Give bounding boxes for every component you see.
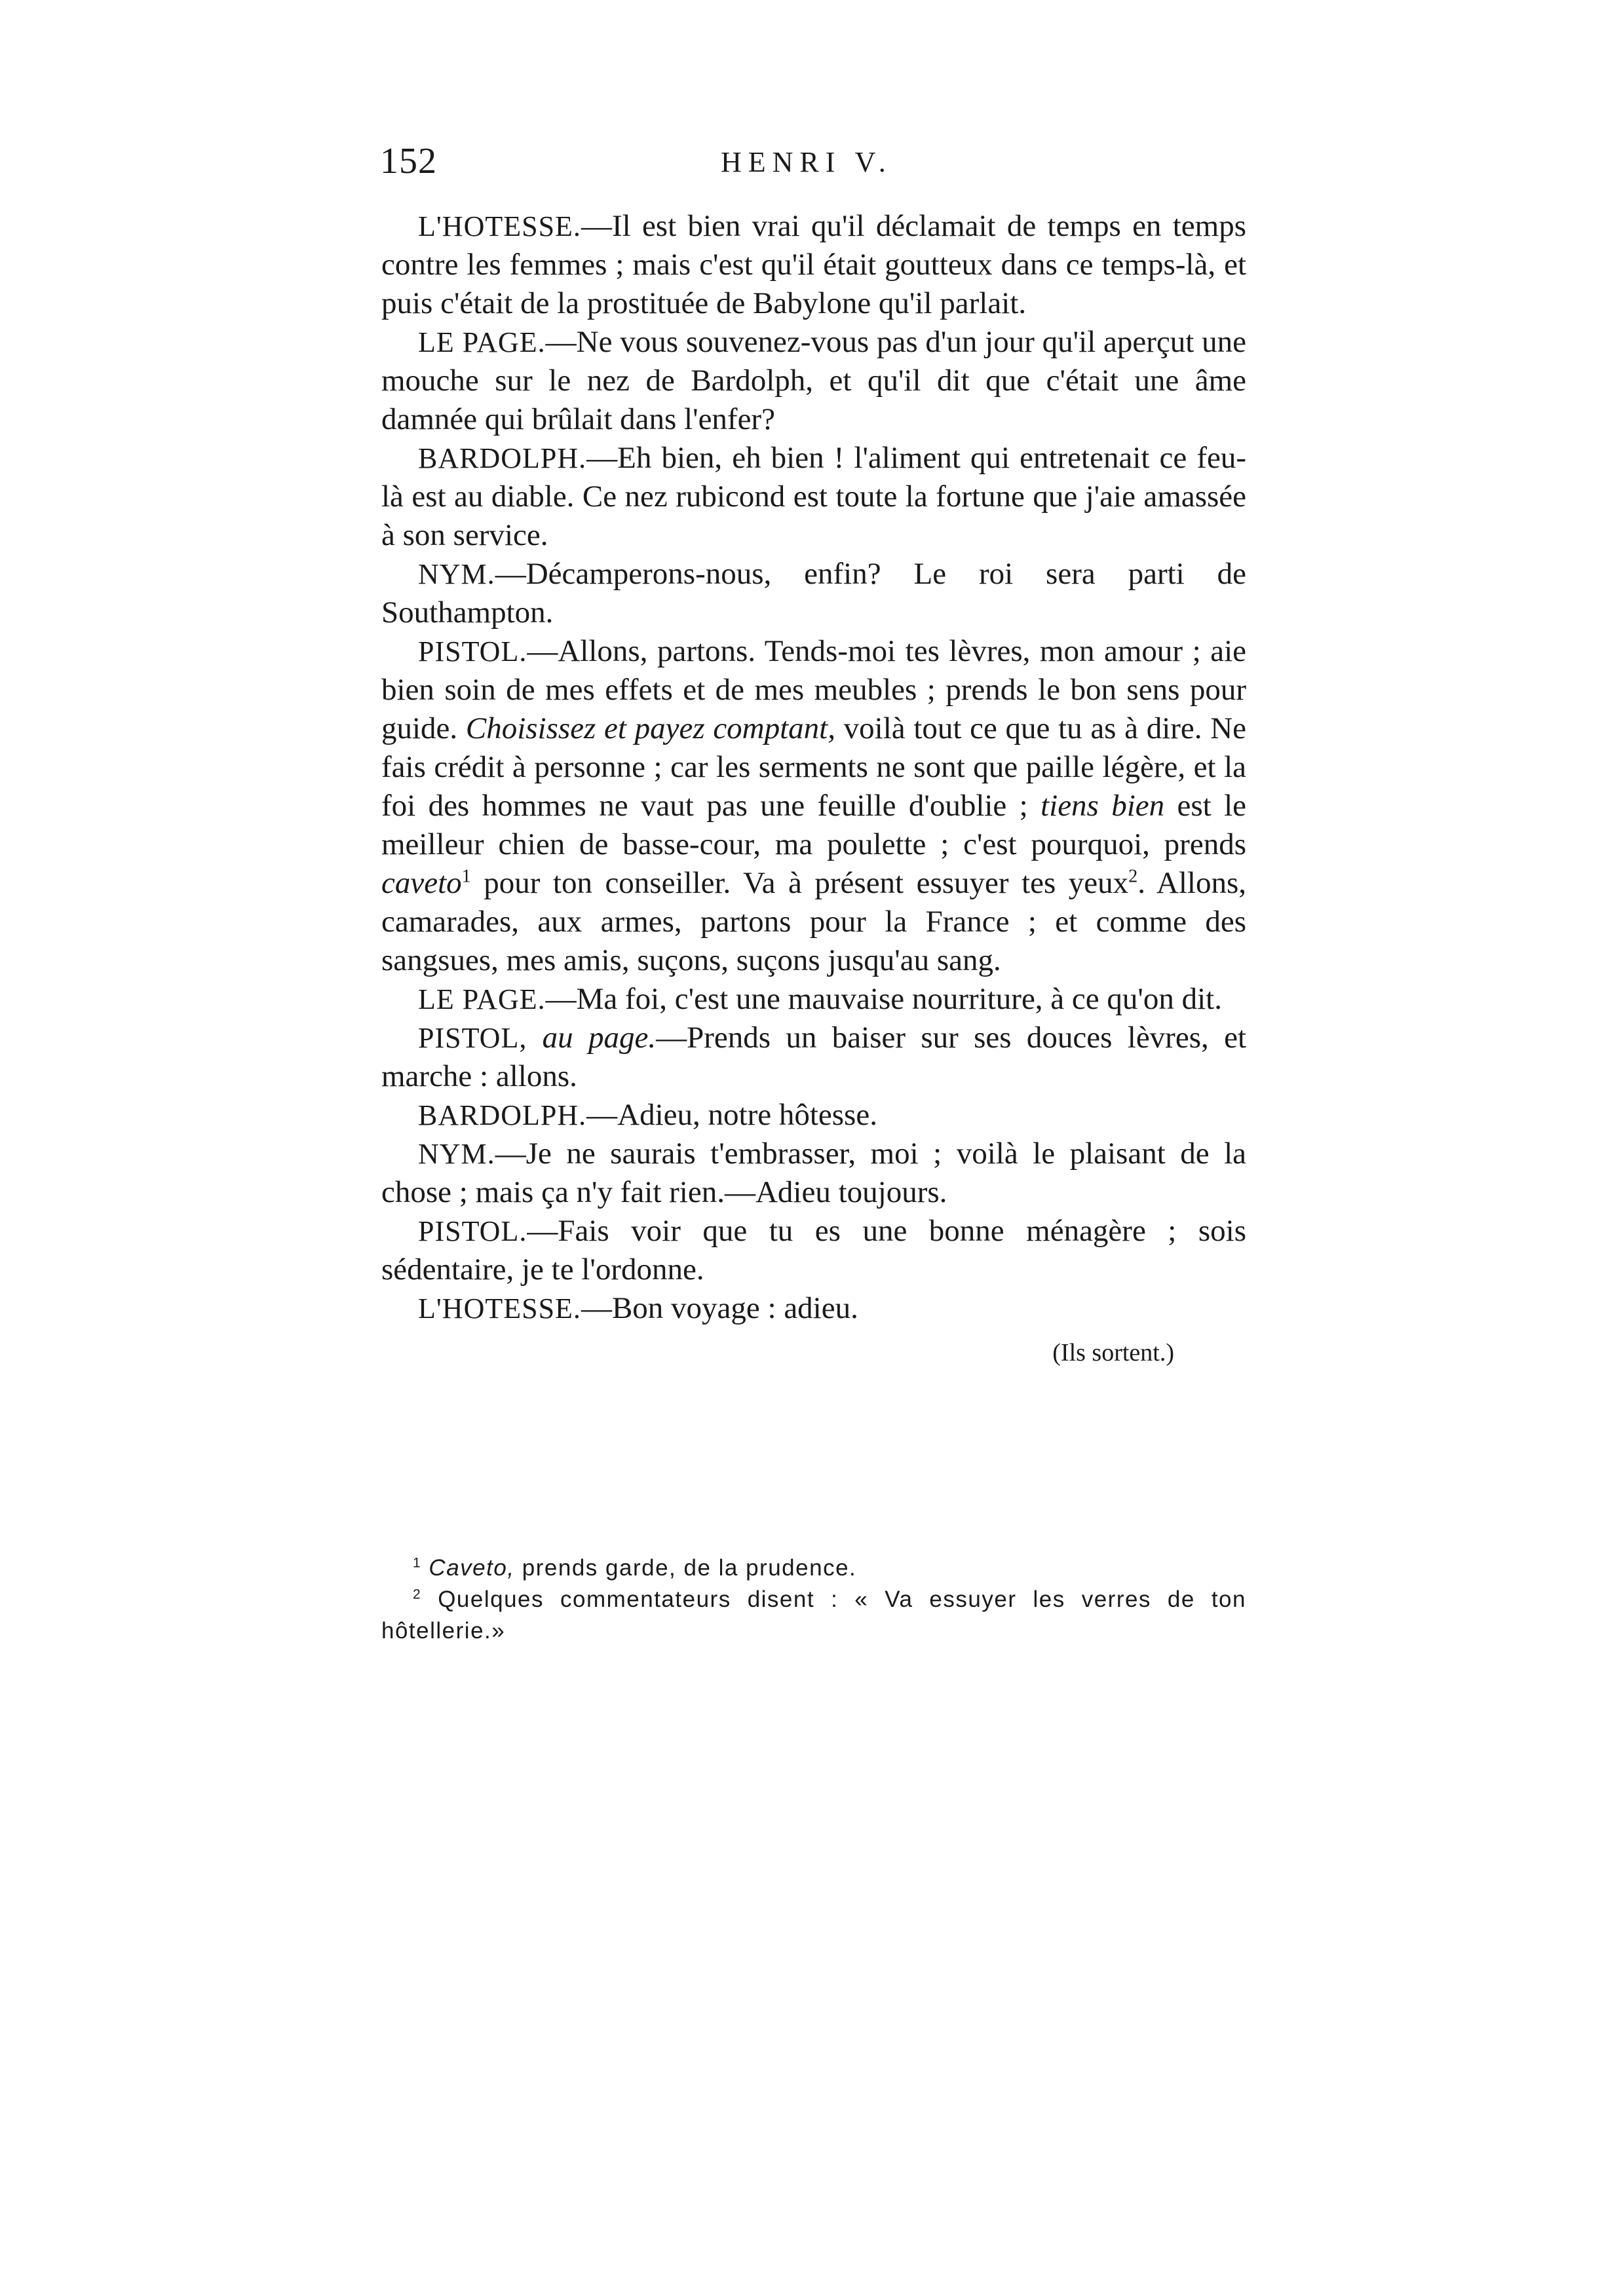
speaker-name: BARDOLPH. <box>418 442 587 474</box>
speech-text: —Bon voyage : adieu. <box>581 1291 858 1325</box>
speech-pistol-2 <box>381 1019 1246 1096</box>
speech-text: . Allons, camarades, aux armes, partons pour la France ; et comme des sangsues, mes amis, suçons, suçons jusqu'au sang. <box>381 866 1246 977</box>
page-header <box>380 140 1251 186</box>
speech-text: —Prends un baiser sur ses douces lèvres, et marche : allons. <box>381 1021 1246 1093</box>
footnote-mark: 2 <box>413 1587 422 1602</box>
page-number: 152 <box>380 141 437 181</box>
speech-page-2 <box>381 980 1246 1019</box>
stage-note: au page. <box>527 1021 657 1055</box>
speaker-name: PISTOL. <box>418 635 527 668</box>
footnotes <box>381 1553 1246 1647</box>
speech-bardolph-1 <box>381 439 1246 555</box>
speaker-name: L'HOTESSE. <box>418 1292 581 1325</box>
italic-phrase: caveto <box>381 866 462 900</box>
speech-pistol-1 <box>381 632 1246 980</box>
speech-bardolph-2 <box>381 1096 1246 1135</box>
speech-hotesse-1 <box>381 207 1246 323</box>
footnote-ref: 2 <box>1128 866 1138 887</box>
speech-nym-2 <box>381 1135 1246 1212</box>
footnote-1 <box>381 1553 1246 1584</box>
speech-text: pour ton conseiller. Va à présent essuyer tes yeux <box>470 866 1129 900</box>
footnote-text: prends garde, de la prudence. <box>514 1555 857 1581</box>
speech-text: —Je ne saurais t'embrasser, moi ; voilà le plaisant de la chose ; mais ça n'y fait rien.—Adieu toujours. <box>381 1137 1246 1209</box>
speech-text: voilà tout ce que tu as à dire. Ne fais crédit à personne ; car les serments ne sont que paille légère, et la foi des hommes ne vaut pas une feuille d'oublie ; <box>381 711 1247 823</box>
stage-direction: (Ils sortent.) <box>1052 1339 1174 1366</box>
footnote-ref: 1 <box>461 866 471 887</box>
speech-text: —Décamperons-nous, enfin? Le roi sera parti de Southampton. <box>381 557 1246 630</box>
play-text <box>381 207 1246 1372</box>
speech-pistol-3 <box>381 1212 1246 1289</box>
speech-nym-1 <box>381 555 1246 632</box>
speech-text: est le meilleur chien de basse-cour, ma poulette ; c'est pourquoi, prends <box>381 789 1246 861</box>
speaker-name: LE PAGE. <box>418 326 546 358</box>
footnote-2 <box>381 1584 1246 1647</box>
speaker-name: PISTOL, <box>418 1022 527 1054</box>
speech-text: —Adieu, notre hôtesse. <box>586 1098 877 1132</box>
speech-text: —Eh bien, eh bien ! l'aliment qui entretenait ce feu-là est au diable. Ce nez rubicond est toute la fortune que j'aie amassée à son service. <box>381 441 1246 552</box>
speaker-name: BARDOLPH. <box>418 1099 587 1131</box>
footnote-italic: Caveto, <box>429 1555 515 1581</box>
speech-hotesse-2 <box>381 1289 1246 1328</box>
speaker-name: NYM. <box>418 1138 495 1170</box>
speech-text: —Ne vous souvenez-vous pas d'un jour qu'il aperçut une mouche sur le nez de Bardolph, et qu'il dit que c'était une âme damnée qui brûlait dans l'enfer? <box>381 325 1246 436</box>
footnote-mark: 1 <box>413 1555 422 1571</box>
speaker-name: PISTOL. <box>418 1215 527 1247</box>
speech-page-1 <box>381 323 1246 439</box>
italic-phrase: Choisissez et payez comptant, <box>465 711 835 745</box>
speaker-name: NYM. <box>418 558 495 590</box>
italic-phrase: tiens bien <box>1041 789 1165 823</box>
speaker-name: LE PAGE. <box>418 983 546 1015</box>
speech-text: —Il est bien vrai qu'il déclamait de temps en temps contre les femmes ; mais c'est qu'il était goutteux dans ce temps-là, et puis c'était de la prostituée de Babylone qu'il parlait. <box>381 209 1246 320</box>
running-title: HENRI V. <box>721 146 892 178</box>
speaker-name: L'HOTESSE. <box>418 210 581 242</box>
footnote-text: Quelques commentateurs disent : « Va essuyer les verres de ton hôtellerie.» <box>381 1587 1246 1644</box>
speech-text: —Allons, partons. Tends-moi tes lèvres, mon amour ; aie bien soin de mes effets et de mes meubles ; prends le bon sens pour guide. <box>381 634 1246 745</box>
speech-text: —Fais voir que tu es une bonne ménagère ; sois sédentaire, je te l'ordonne. <box>381 1214 1246 1287</box>
speech-text: —Ma foi, c'est une mauvaise nourriture, à ce qu'on dit. <box>545 982 1222 1016</box>
